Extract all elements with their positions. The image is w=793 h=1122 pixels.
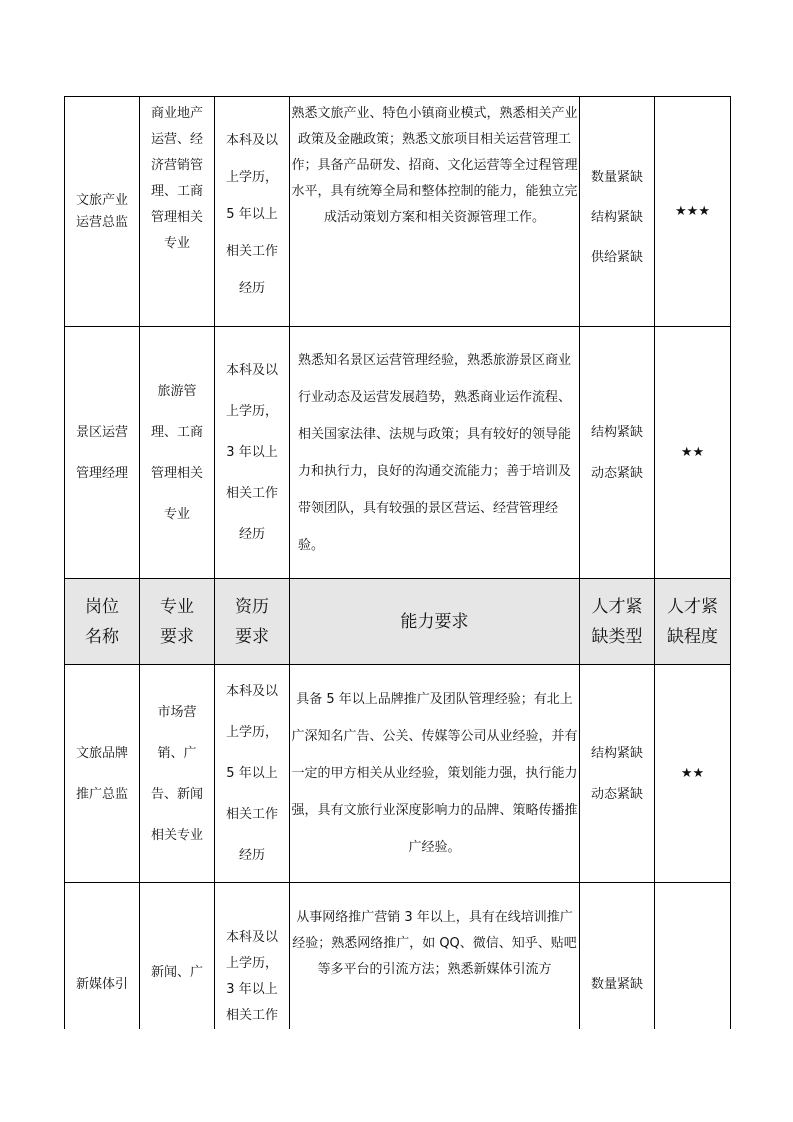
shortage-level-cell: [655, 883, 731, 1030]
experience-cell: 本科及以 上学历， 5 年以上 相关工作 经历: [215, 97, 290, 327]
table-row: [65, 883, 731, 1030]
header-major: 专业 要求: [140, 579, 215, 665]
ability-cell: 熟悉文旅产业、特色小镇商业模式，熟悉相关产业政策及金融政策；熟悉文旅项目相关运营管理工作；具备产品研发、招商、文化运营等全过程管理水平，具有统筹全局和整体控制的能力，能独立完成活动策划方案和相关资源管理工作。: [290, 97, 580, 327]
experience-cell: 本科及以 上学历， 3 年以上 相关工作 经历: [215, 327, 290, 579]
position-cell: 文旅产业 运营总监: [65, 97, 140, 327]
shortage-type-cell: 结构紧缺 动态紧缺: [580, 327, 655, 579]
ability-cell: 从事网络推广营销 3 年以上，具有在线培训推广经验；熟悉网络推广，如 QQ、微信、知乎、贴吧等多平台的引流方法；熟悉新媒体引流方: [290, 883, 580, 1030]
header-ability: 能力要求: [290, 579, 580, 665]
table-row: [65, 327, 731, 579]
experience-cell: 本科及以 上学历， 5 年以上 相关工作 经历: [215, 665, 290, 883]
position-cell: 文旅品牌 推广总监: [65, 665, 140, 883]
ability-cell: 具备 5 年以上品牌推广及团队管理经验；有北上广深知名广告、公关、传媒等公司从业经验，并有一定的甲方相关从业经验，策划能力强，执行能力强，具有文旅行业深度影响力的品牌、策略传播推广经验。: [290, 665, 580, 883]
major-cell: 商业地产 运营、经 济营销管 理、工商 管理相关 专业: [140, 97, 215, 327]
shortage-level-cell: ★★: [655, 327, 731, 579]
shortage-type-cell: 数量紧缺: [580, 883, 655, 1030]
position-cell: 景区运营 管理经理: [65, 327, 140, 579]
header-shortage-level: 人才紧 缺程度: [655, 579, 731, 665]
talent-demand-table: [64, 96, 731, 1029]
shortage-type-cell: 数量紧缺 结构紧缺 供给紧缺: [580, 97, 655, 327]
shortage-level-cell: ★★: [655, 665, 731, 883]
header-shortage-type: 人才紧 缺类型: [580, 579, 655, 665]
table-header-row: [65, 579, 731, 665]
shortage-type-cell: 结构紧缺 动态紧缺: [580, 665, 655, 883]
table-row: [65, 665, 731, 883]
experience-cell: 本科及以 上学历， 3 年以上 相关工作: [215, 883, 290, 1030]
header-position: 岗位 名称: [65, 579, 140, 665]
position-cell: 新媒体引: [65, 883, 140, 1030]
major-cell: 新闻、广: [140, 883, 215, 1030]
major-cell: 旅游管 理、工商 管理相关 专业: [140, 327, 215, 579]
header-experience: 资历 要求: [215, 579, 290, 665]
table-row: [65, 97, 731, 327]
major-cell: 市场营 销、广 告、新闻 相关专业: [140, 665, 215, 883]
ability-cell: 熟悉知名景区运营管理经验，熟悉旅游景区商业行业动态及运营发展趋势，熟悉商业运作流程、相关国家法律、法规与政策；具有较好的领导能力和执行力，良好的沟通交流能力；善于培训及带领团队，具有较强的景区营运、经营管理经验。: [290, 327, 580, 579]
shortage-level-cell: ★★★: [655, 97, 731, 327]
